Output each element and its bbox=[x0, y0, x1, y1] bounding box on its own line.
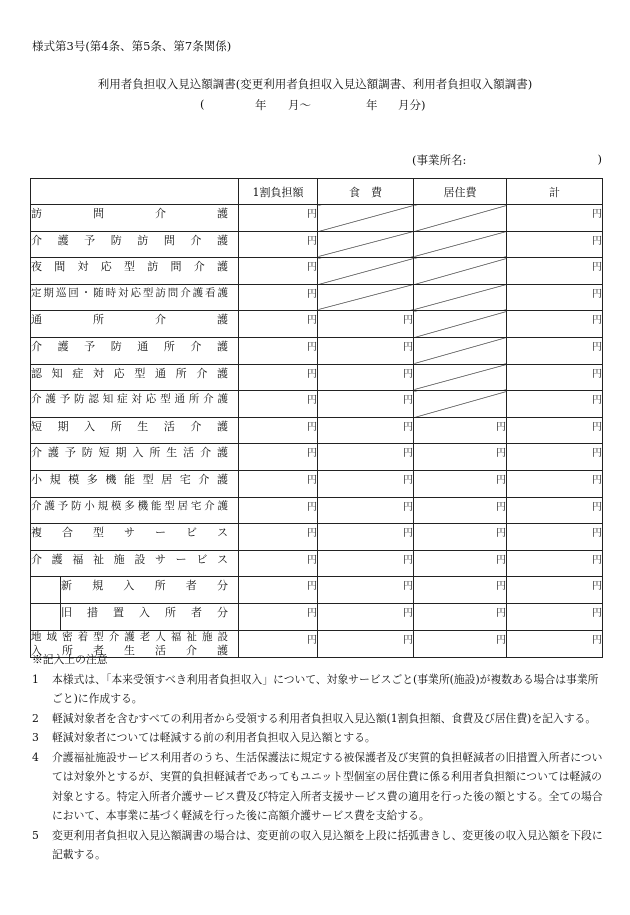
cell-copay[interactable] bbox=[239, 284, 318, 311]
header-col-1: 食 費 bbox=[318, 179, 414, 205]
form-number: 様式第3号(第4条、第5条、第7条関係) bbox=[32, 39, 232, 53]
yen-unit: 円 bbox=[496, 634, 506, 646]
cell-housing[interactable] bbox=[414, 577, 507, 604]
cell-copay[interactable] bbox=[239, 337, 318, 364]
cell-copay[interactable] bbox=[239, 497, 318, 524]
cell-housing bbox=[414, 364, 507, 391]
cell-meal[interactable] bbox=[318, 603, 414, 630]
yen-unit: 円 bbox=[403, 581, 413, 593]
yen-unit: 円 bbox=[403, 474, 413, 486]
yen-unit: 円 bbox=[592, 448, 602, 460]
table-row bbox=[31, 231, 603, 258]
yen-unit: 円 bbox=[403, 501, 413, 513]
yen-unit: 円 bbox=[307, 288, 317, 300]
yen-unit: 円 bbox=[592, 288, 602, 300]
yen-unit: 円 bbox=[307, 421, 317, 433]
service-label: 認知症対応型通所介護 bbox=[31, 364, 239, 391]
cell-total[interactable] bbox=[507, 258, 603, 285]
cell-housing[interactable] bbox=[414, 550, 507, 577]
yen-unit: 円 bbox=[496, 607, 506, 619]
table-row bbox=[31, 311, 603, 338]
yen-unit: 円 bbox=[592, 315, 602, 327]
cell-meal bbox=[318, 258, 414, 285]
service-label: 介護予防短期入所生活介護 bbox=[31, 444, 239, 471]
yen-unit: 円 bbox=[307, 341, 317, 353]
table-row bbox=[31, 470, 603, 497]
table-row bbox=[31, 258, 603, 285]
yen-unit: 円 bbox=[592, 262, 602, 274]
cell-copay[interactable] bbox=[239, 524, 318, 551]
table-header-row bbox=[31, 179, 603, 205]
note-item: 5 変更利用者負担収入見込額調書の場合は、変更前の収入見込額を上段に括弧書きし、変更後の収入見込額を下段に記載する。 bbox=[32, 828, 603, 861]
cell-total[interactable] bbox=[507, 364, 603, 391]
header-col-3: 計 bbox=[507, 179, 603, 205]
table-row bbox=[31, 391, 603, 418]
table-row bbox=[31, 205, 603, 232]
cell-housing[interactable] bbox=[414, 497, 507, 524]
service-label: 訪問介護 bbox=[31, 205, 239, 232]
service-label: 地域密着型介護老人福祉施設 入所者生活介護 bbox=[31, 630, 239, 657]
yen-unit: 円 bbox=[592, 528, 602, 540]
indent-spacer bbox=[31, 603, 61, 630]
period-month-1: 月〜 bbox=[288, 98, 311, 112]
cell-housing[interactable] bbox=[414, 417, 507, 444]
table-row bbox=[31, 364, 603, 391]
service-label: 介護予防通所介護 bbox=[31, 337, 239, 364]
cell-housing[interactable] bbox=[414, 524, 507, 551]
indent-spacer bbox=[31, 577, 61, 604]
service-label: 小規模多機能型居宅介護 bbox=[31, 470, 239, 497]
yen-unit: 円 bbox=[403, 554, 413, 566]
cell-meal[interactable] bbox=[318, 417, 414, 444]
service-label: 定期巡回・随時対応型訪問介護看護 bbox=[31, 284, 239, 311]
cell-copay[interactable] bbox=[239, 444, 318, 471]
table-row bbox=[31, 577, 603, 604]
service-label: 介護予防認知症対応型通所介護 bbox=[31, 391, 239, 418]
yen-unit: 円 bbox=[403, 341, 413, 353]
table-row bbox=[31, 524, 603, 551]
cell-meal[interactable] bbox=[318, 364, 414, 391]
office-name-line bbox=[412, 152, 602, 168]
period-year-2: 年 bbox=[366, 98, 378, 112]
yen-unit: 円 bbox=[403, 395, 413, 407]
cell-copay[interactable] bbox=[239, 205, 318, 232]
cell-total[interactable] bbox=[507, 337, 603, 364]
notes-heading: ※記入上の注意 bbox=[32, 653, 108, 666]
cell-total[interactable] bbox=[507, 284, 603, 311]
yen-unit: 円 bbox=[592, 607, 602, 619]
cell-housing[interactable] bbox=[414, 470, 507, 497]
yen-unit: 円 bbox=[403, 315, 413, 327]
period-open: ( bbox=[200, 97, 205, 111]
yen-unit: 円 bbox=[307, 474, 317, 486]
period-month-2: 月分) bbox=[398, 98, 426, 112]
note-item: 4 介護福祉施設サービス利用者のうち、生活保護法に規定する被保護者及び実質的負担軽減者の旧措置入所者については対象外とするが、実質的負担軽減者であってもユニット型個室の居住費に係る利用者負担額については軽減の対象とする。特定入所者介護サービス費及び特定入所者支援サービス費の適用を行った後の額とする。全ての場合において、本事業に基づく軽減を行った後に高額介護サービス費を支給する。 bbox=[32, 750, 603, 822]
service-label: 介護福祉施設サービス bbox=[31, 550, 239, 577]
cell-copay[interactable] bbox=[239, 258, 318, 285]
cell-housing bbox=[414, 284, 507, 311]
yen-unit: 円 bbox=[496, 528, 506, 540]
yen-unit: 円 bbox=[307, 554, 317, 566]
cell-total[interactable] bbox=[507, 391, 603, 418]
yen-unit: 円 bbox=[307, 634, 317, 646]
cell-total[interactable] bbox=[507, 603, 603, 630]
cell-meal[interactable] bbox=[318, 444, 414, 471]
cell-housing[interactable] bbox=[414, 444, 507, 471]
cell-copay[interactable] bbox=[239, 603, 318, 630]
service-label: 新規入所者分 bbox=[61, 577, 239, 604]
table-row bbox=[31, 497, 603, 524]
table-row bbox=[31, 550, 603, 577]
cell-total[interactable] bbox=[507, 497, 603, 524]
cell-meal[interactable] bbox=[318, 470, 414, 497]
service-label: 旧措置入所者分 bbox=[61, 603, 239, 630]
yen-unit: 円 bbox=[592, 474, 602, 486]
cell-copay[interactable] bbox=[239, 470, 318, 497]
cell-housing[interactable] bbox=[414, 603, 507, 630]
cell-copay[interactable] bbox=[239, 417, 318, 444]
yen-unit: 円 bbox=[592, 581, 602, 593]
cell-meal[interactable] bbox=[318, 550, 414, 577]
cell-total[interactable] bbox=[507, 470, 603, 497]
service-label: 通所介護 bbox=[31, 311, 239, 338]
cell-total[interactable] bbox=[507, 231, 603, 258]
yen-unit: 円 bbox=[403, 368, 413, 380]
cell-meal bbox=[318, 231, 414, 258]
yen-unit: 円 bbox=[592, 368, 602, 380]
table-row bbox=[31, 337, 603, 364]
yen-unit: 円 bbox=[592, 395, 602, 407]
document-title: 利用者負担収入見込額調書(変更利用者負担収入見込額調書、利用者負担収入額調書) bbox=[97, 77, 533, 91]
yen-unit: 円 bbox=[496, 581, 506, 593]
cell-meal[interactable] bbox=[318, 497, 414, 524]
yen-unit: 円 bbox=[307, 501, 317, 513]
service-label: 短期入所生活介護 bbox=[31, 417, 239, 444]
cell-total[interactable] bbox=[507, 550, 603, 577]
yen-unit: 円 bbox=[496, 501, 506, 513]
cell-copay[interactable] bbox=[239, 391, 318, 418]
cell-meal bbox=[318, 205, 414, 232]
yen-unit: 円 bbox=[403, 607, 413, 619]
header-col-2: 居住費 bbox=[414, 179, 507, 205]
cell-copay[interactable] bbox=[239, 311, 318, 338]
yen-unit: 円 bbox=[307, 262, 317, 274]
yen-unit: 円 bbox=[403, 421, 413, 433]
cell-meal bbox=[318, 284, 414, 311]
yen-unit: 円 bbox=[307, 395, 317, 407]
yen-unit: 円 bbox=[592, 634, 602, 646]
header-col-0: 1割負担額 bbox=[239, 179, 318, 205]
yen-unit: 円 bbox=[307, 209, 317, 220]
yen-unit: 円 bbox=[592, 235, 602, 247]
cell-total[interactable] bbox=[507, 577, 603, 604]
yen-unit: 円 bbox=[403, 528, 413, 540]
cell-total[interactable] bbox=[507, 444, 603, 471]
office-name-close: ) bbox=[597, 152, 602, 166]
cell-total[interactable] bbox=[507, 205, 603, 232]
service-label: 介護予防訪問介護 bbox=[31, 231, 239, 258]
cell-housing bbox=[414, 231, 507, 258]
yen-unit: 円 bbox=[403, 634, 413, 646]
yen-unit: 円 bbox=[307, 528, 317, 540]
table-row bbox=[31, 444, 603, 471]
yen-unit: 円 bbox=[307, 607, 317, 619]
cell-total[interactable] bbox=[507, 524, 603, 551]
cell-total[interactable] bbox=[507, 311, 603, 338]
cell-copay[interactable] bbox=[239, 364, 318, 391]
yen-unit: 円 bbox=[307, 235, 317, 247]
cell-total[interactable] bbox=[507, 417, 603, 444]
yen-unit: 円 bbox=[592, 501, 602, 513]
table-row bbox=[31, 417, 603, 444]
note-item: 2 軽減対象者を含むすべての利用者から受領する利用者負担収入見込額(1割負担額、食費及び居住費)を記入する。 bbox=[32, 711, 597, 725]
cell-meal[interactable] bbox=[318, 337, 414, 364]
yen-unit: 円 bbox=[592, 341, 602, 353]
cell-copay[interactable] bbox=[239, 577, 318, 604]
yen-unit: 円 bbox=[496, 554, 506, 566]
cell-meal[interactable] bbox=[318, 577, 414, 604]
yen-unit: 円 bbox=[403, 448, 413, 460]
yen-unit: 円 bbox=[592, 209, 602, 220]
period-year-1: 年 bbox=[255, 98, 267, 112]
cell-housing bbox=[414, 205, 507, 232]
notes-section bbox=[32, 650, 604, 865]
cell-meal[interactable] bbox=[318, 391, 414, 418]
service-label: 複合型サービス bbox=[31, 524, 239, 551]
yen-unit: 円 bbox=[496, 421, 506, 433]
header-service bbox=[31, 179, 239, 205]
table-row bbox=[31, 603, 603, 630]
service-label: 夜間対応型訪問介護 bbox=[31, 258, 239, 285]
yen-unit: 円 bbox=[307, 368, 317, 380]
cell-meal[interactable] bbox=[318, 524, 414, 551]
service-label: 介護予防小規模多機能型居宅介護 bbox=[31, 497, 239, 524]
cell-housing bbox=[414, 337, 507, 364]
note-item: 1 本様式は、「本来受領すべき利用者負担収入」について、対象サービスごと(事業所(施設)が複数ある場合は事業所ごと)に作成する。 bbox=[32, 672, 599, 705]
yen-unit: 円 bbox=[496, 474, 506, 486]
table-row bbox=[31, 284, 603, 311]
cell-copay[interactable] bbox=[239, 231, 318, 258]
cell-meal[interactable] bbox=[318, 311, 414, 338]
yen-unit: 円 bbox=[496, 448, 506, 460]
cell-housing bbox=[414, 391, 507, 418]
cell-housing bbox=[414, 258, 507, 285]
yen-unit: 円 bbox=[307, 315, 317, 327]
yen-unit: 円 bbox=[592, 421, 602, 433]
yen-unit: 円 bbox=[592, 554, 602, 566]
burden-table bbox=[30, 178, 603, 658]
note-item: 3 軽減対象者については軽減する前の利用者負担収入見込額とする。 bbox=[32, 731, 376, 744]
cell-housing bbox=[414, 311, 507, 338]
yen-unit: 円 bbox=[307, 448, 317, 460]
yen-unit: 円 bbox=[307, 581, 317, 593]
office-name-label: (事業所名: bbox=[412, 153, 467, 167]
cell-copay[interactable] bbox=[239, 550, 318, 577]
